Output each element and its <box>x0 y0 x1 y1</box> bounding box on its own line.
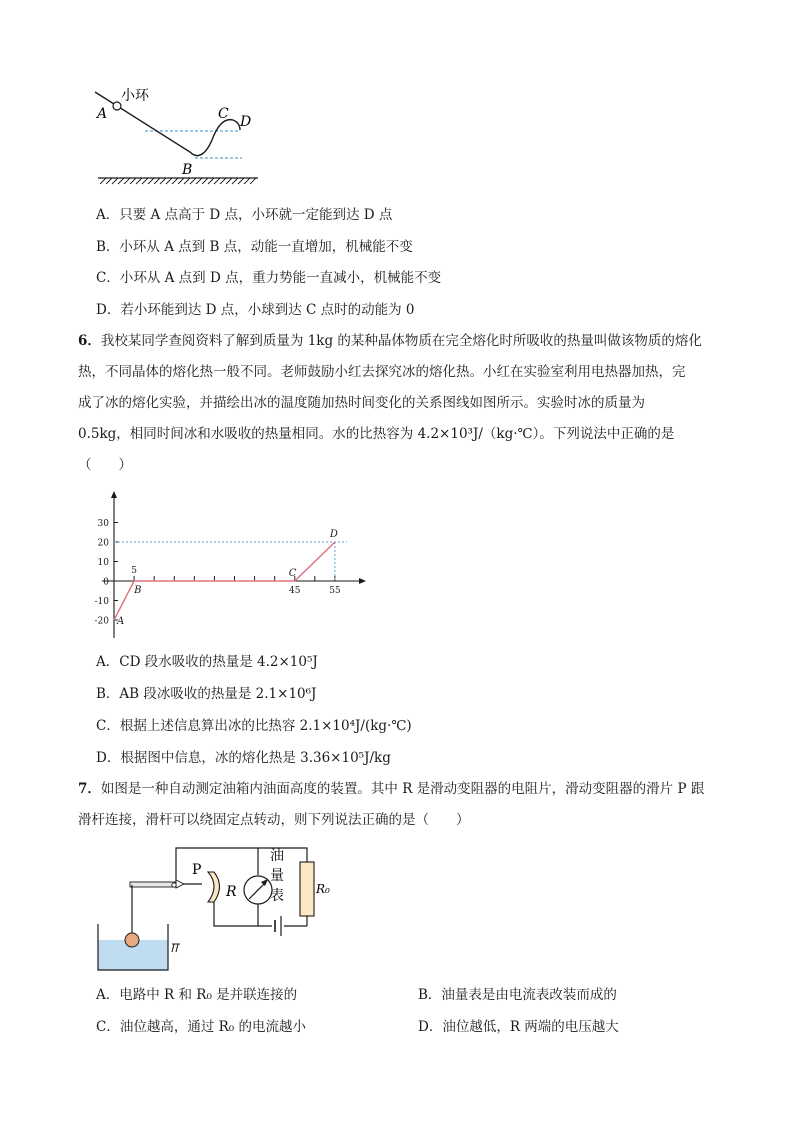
pivot-icon <box>172 883 176 887</box>
x-axis-arrow <box>359 578 366 584</box>
ring-icon <box>113 102 121 110</box>
float-ball-icon <box>125 933 139 947</box>
p-label: P <box>192 862 202 878</box>
q5-option-b: B．小环从 A 点到 B 点，动能一直增加，机械能不变 <box>96 239 413 255</box>
point-label-c: C <box>288 568 297 579</box>
point-label-b: B <box>134 585 142 596</box>
y-tick-label: 30 <box>97 519 109 529</box>
x-tick-label: 5 <box>131 566 137 576</box>
q6-stem-line-2: 热，不同晶体的熔化热一般不同。老师鼓励小红去探究冰的熔化热。小红在实验室利用电热器加热，完 <box>78 364 686 380</box>
q7-option-c: C．油位越高，通过 R₀ 的电流越小 <box>96 1019 306 1035</box>
q7-option-a: A．电路中 R 和 R₀ 是并联连接的 <box>96 987 298 1003</box>
meter-label-3: 表 <box>270 888 284 904</box>
y-tick-label: -20 <box>94 616 109 627</box>
y-tick-label: 10 <box>97 558 109 568</box>
ring-track-figure <box>90 80 270 190</box>
q6-stem-line-1: 6．我校某同学查阅资料了解到质量为 1kg 的某种晶体物质在完全熔化时所吸收的热量叫做该物质的熔化 <box>78 333 702 349</box>
r0-label: R₀ <box>316 882 330 896</box>
q6-option-a: A．CD 段水吸收的热量是 4.2×10⁵J <box>96 654 318 670</box>
y-axis-arrow <box>111 491 117 498</box>
r-resistor <box>208 872 220 902</box>
oil-gauge-circuit-figure <box>92 840 342 975</box>
ground-hatch <box>100 178 256 184</box>
q7-option-b: B．油量表是由电流表改装而成的 <box>418 987 617 1003</box>
q6-number: 6． <box>78 333 101 349</box>
q6-stem-line-4: 0.5kg，相同时间冰和水吸收的热量相同。水的比热容为 4.2×10³J/（kg·℃）。下列说法中正确的是 <box>78 426 675 442</box>
temperature-time-chart <box>80 488 380 648</box>
point-label-a: A <box>117 616 125 627</box>
x-tick-label: 55 <box>329 586 341 596</box>
point-label-d: D <box>329 529 338 540</box>
q6-option-c: C．根据上述信息算出冰的比热容 2.1×10⁴J/(kg·℃) <box>96 718 412 734</box>
point-c-label: C <box>218 106 229 122</box>
y-tick-label: 0 <box>103 577 109 588</box>
q7-option-d: D．油位越低，R 两端的电压越大 <box>418 1019 619 1035</box>
q6-answer-paren: （ ） <box>78 457 132 473</box>
point-a-label: A <box>97 106 108 122</box>
meter-label-1: 油 <box>270 848 284 864</box>
y-tick-label: -10 <box>94 597 109 607</box>
fixed-hatch <box>172 944 180 952</box>
lever-rod <box>130 882 178 887</box>
q5-option-a: A．只要 A 点高于 D 点，小环就一定能到达 D 点 <box>96 207 393 223</box>
q5-option-c: C．小环从 A 点到 D 点，重力势能一直减小，机械能不变 <box>96 270 442 286</box>
point-b-label: B <box>182 162 193 178</box>
meter-label-2: 量 <box>270 868 284 884</box>
q5-option-d: D．若小环能到达 D 点，小球到达 C 点时的动能为 0 <box>96 302 415 318</box>
r-label: R <box>226 884 237 900</box>
q6-stem-line-3: 成了冰的熔化实验，并描绘出冰的温度随加热时间变化的关系图线如图所示。实验时冰的质量为 <box>78 395 645 411</box>
x-tick-label: 45 <box>289 586 301 596</box>
ring-label: 小环 <box>121 88 149 104</box>
point-d-label: D <box>240 114 252 130</box>
q6-option-d: D．根据图中信息，冰的熔化热是 3.36×10⁵J/kg <box>96 750 391 766</box>
y-tick-label: 20 <box>97 538 109 549</box>
r0-resistor <box>300 862 314 916</box>
q7-stem-line-2: 滑杆连接，滑杆可以绕固定点转动，则下列说法正确的是（ ） <box>78 812 470 828</box>
q7-number: 7． <box>78 781 101 797</box>
q7-stem-line-1: 7．如图是一种自动测定油箱内油面高度的装置。其中 R 是滑动变阻器的电阻片，滑动变阻器的滑片 P 跟 <box>78 781 705 797</box>
q6-option-b: B．AB 段冰吸收的热量是 2.1×10⁶J <box>96 686 317 702</box>
